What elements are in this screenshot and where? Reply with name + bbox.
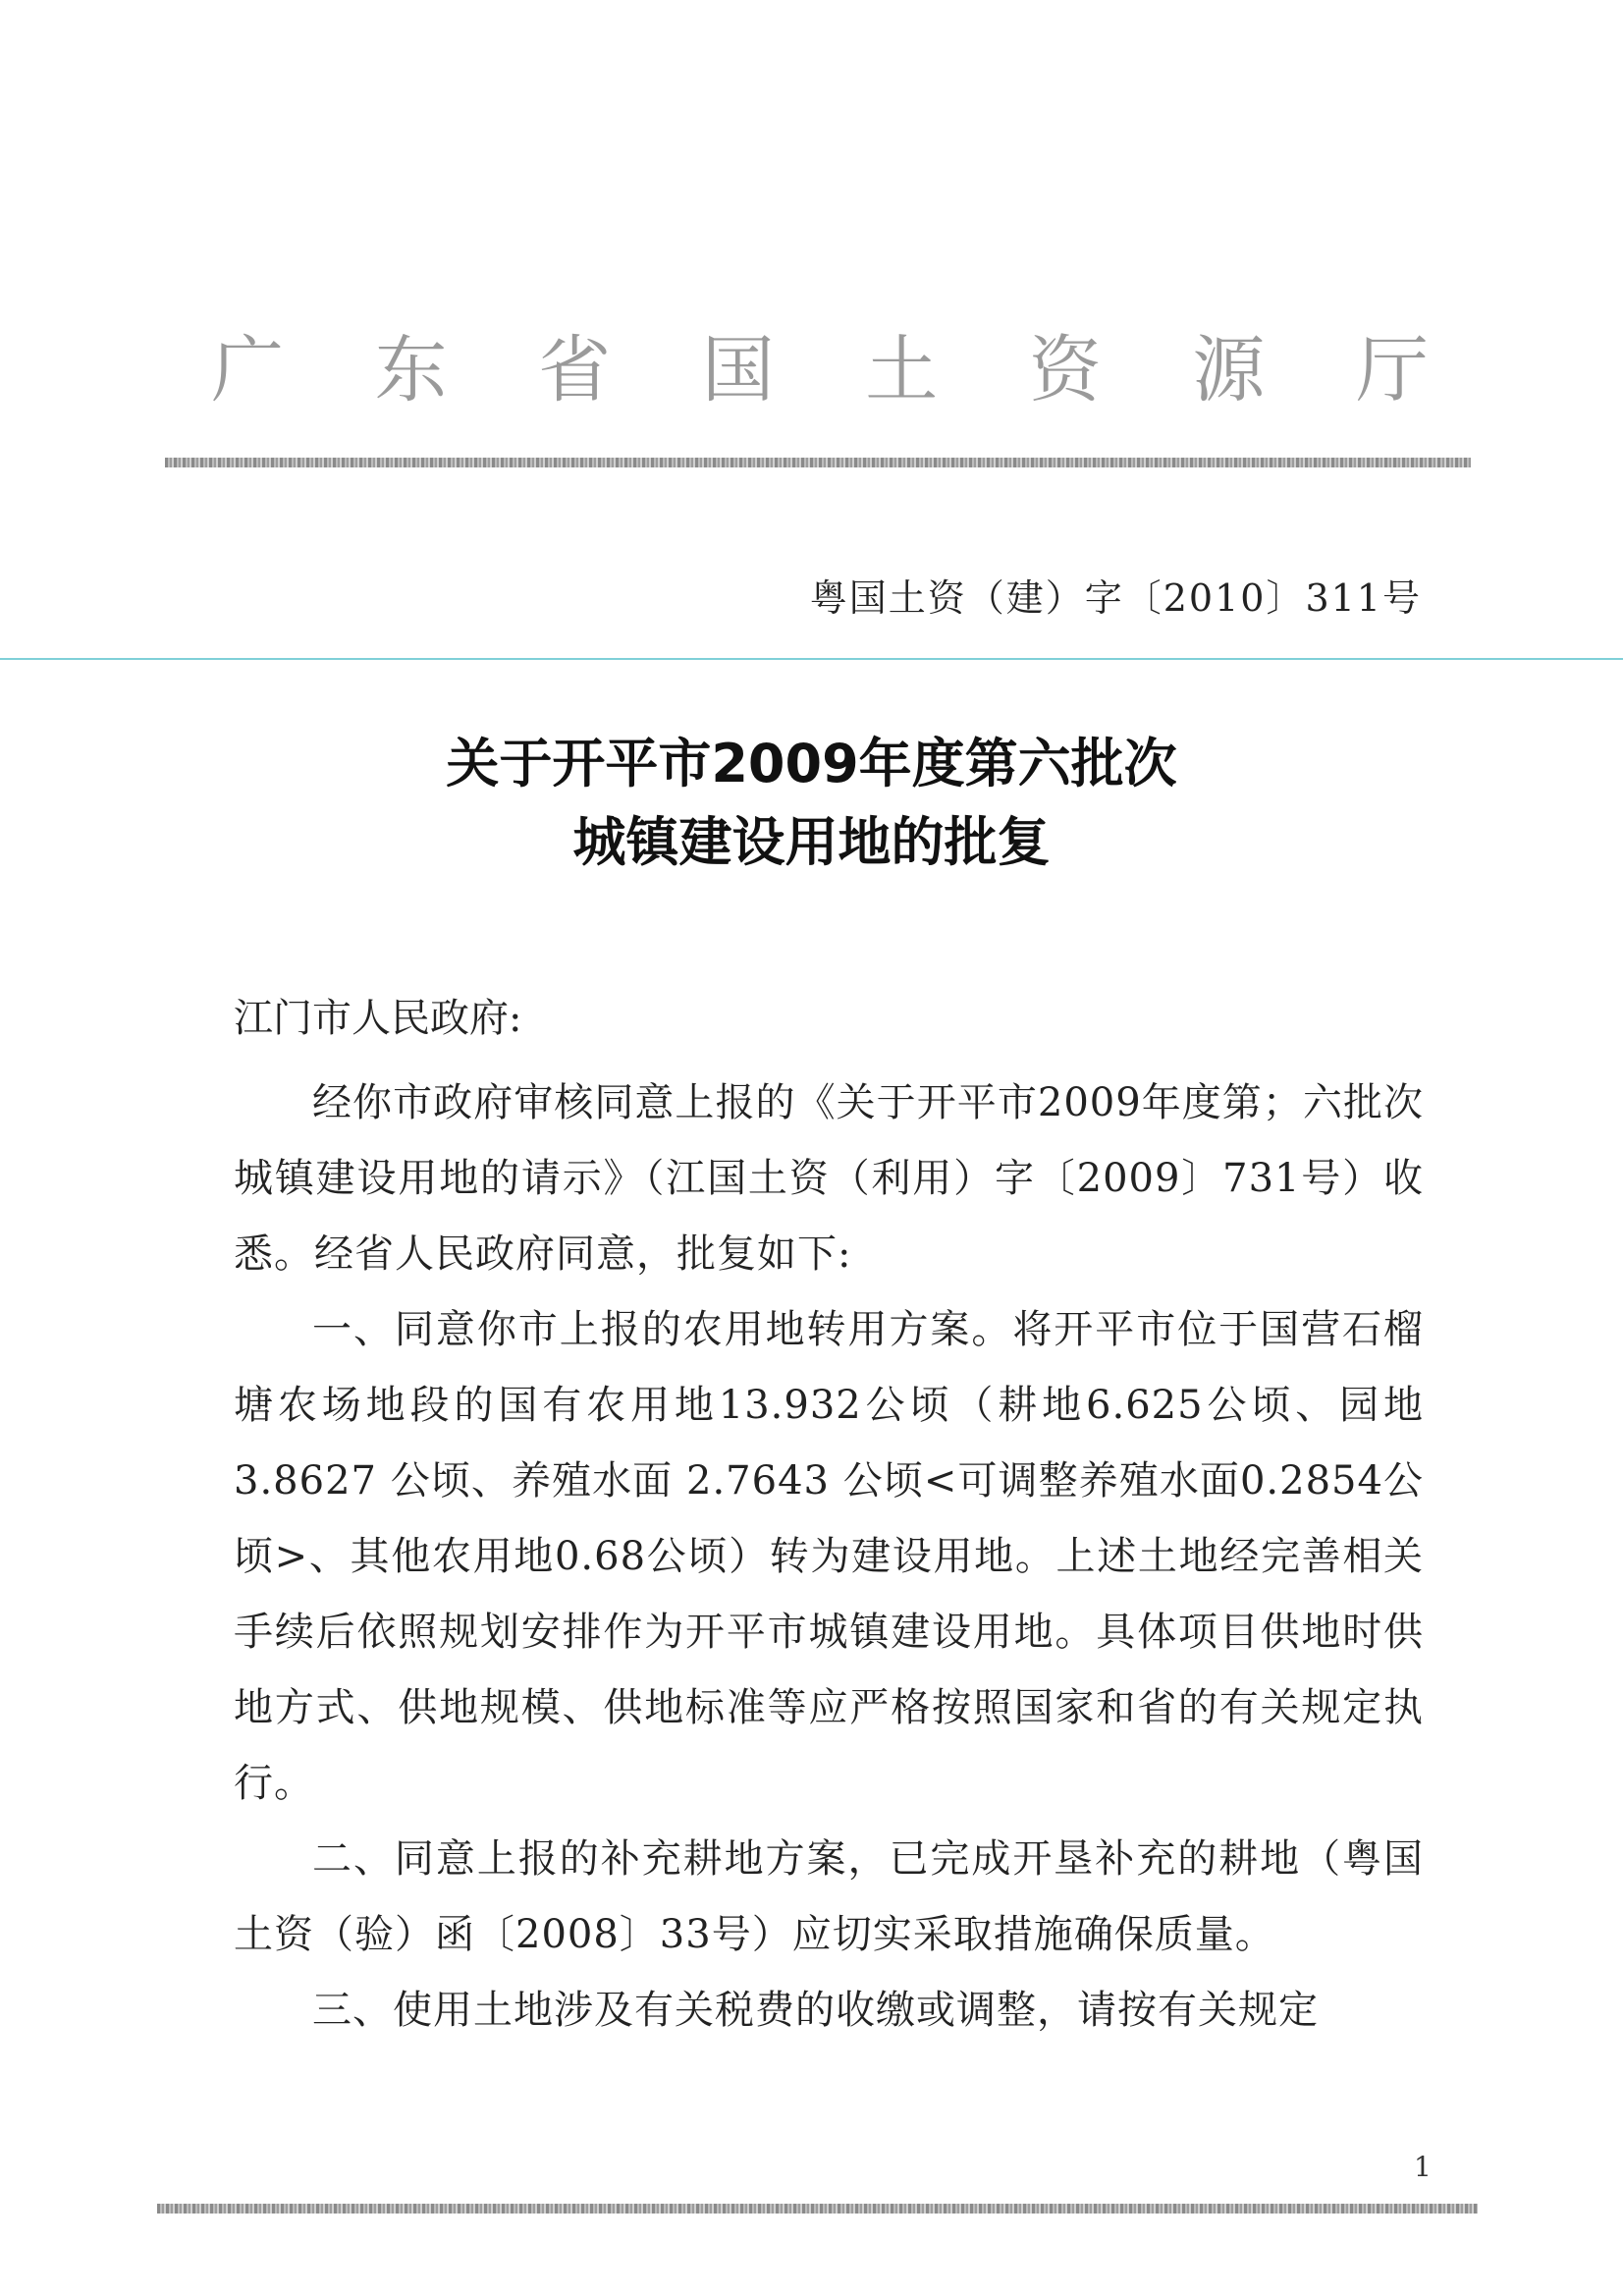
footer-divider: [157, 2204, 1478, 2214]
letterhead-char: 资: [1028, 328, 1102, 412]
letterhead-char: 东: [374, 328, 448, 412]
letterhead-char: 省: [538, 328, 612, 412]
letterhead-char: 广: [211, 328, 284, 412]
document-number: 粤国土资（建）字〔2010〕311号: [809, 576, 1422, 620]
letterhead-char: 国: [701, 328, 775, 412]
body-paragraph: 三、使用土地涉及有关税费的收缴或调整，请按有关规定: [312, 1988, 1319, 2033]
letterhead-char: 土: [865, 328, 939, 412]
letterhead-char: 厅: [1355, 328, 1429, 412]
page-number: 1: [1414, 2151, 1432, 2183]
letterhead-agency-name: [211, 312, 1429, 416]
body-paragraph: 二、同意上报的补充耕地方案，已完成开垦补充的耕地（粤国土资（验）函〔2008〕33号）应切实采取措施确保质量。: [234, 1836, 1424, 1957]
letterhead-char: 源: [1192, 328, 1266, 412]
letterhead-divider: [165, 458, 1471, 467]
body-paragraph: 一、同意你市上报的农用地转用方案。将开平市位于国营石榴塘农场地段的国有农用地13.932公顷（耕地6.625公顷、园地 3.8627 公顷、养殖水面 2.7643 公顷<可调整养殖水面0.2854公顷>、其他农用地0.68公顷）转为建设用地。上述土地经完善相关手续后依照规划安排作为开平市城镇建设用地。具体项目供地时供地方式、供地规模、供地标准等应严格按照国家和省的有关规定执行。: [234, 1307, 1424, 1806]
salutation: 江门市人民政府:: [234, 996, 522, 1041]
document-title-line-2: 城镇建设用地的批复: [572, 811, 1051, 873]
document-body: [234, 1066, 1424, 2049]
scan-guide-line: [0, 658, 1623, 660]
document-title-line-1: 关于开平市2009年度第六批次: [446, 733, 1177, 794]
body-paragraph: 经你市政府审核同意上报的《关于开平市2009年度第；六批次城镇建设用地的请示》（江国土资（利用）字〔2009〕731号）收悉。经省人民政府同意，批复如下:: [234, 1080, 1424, 1277]
